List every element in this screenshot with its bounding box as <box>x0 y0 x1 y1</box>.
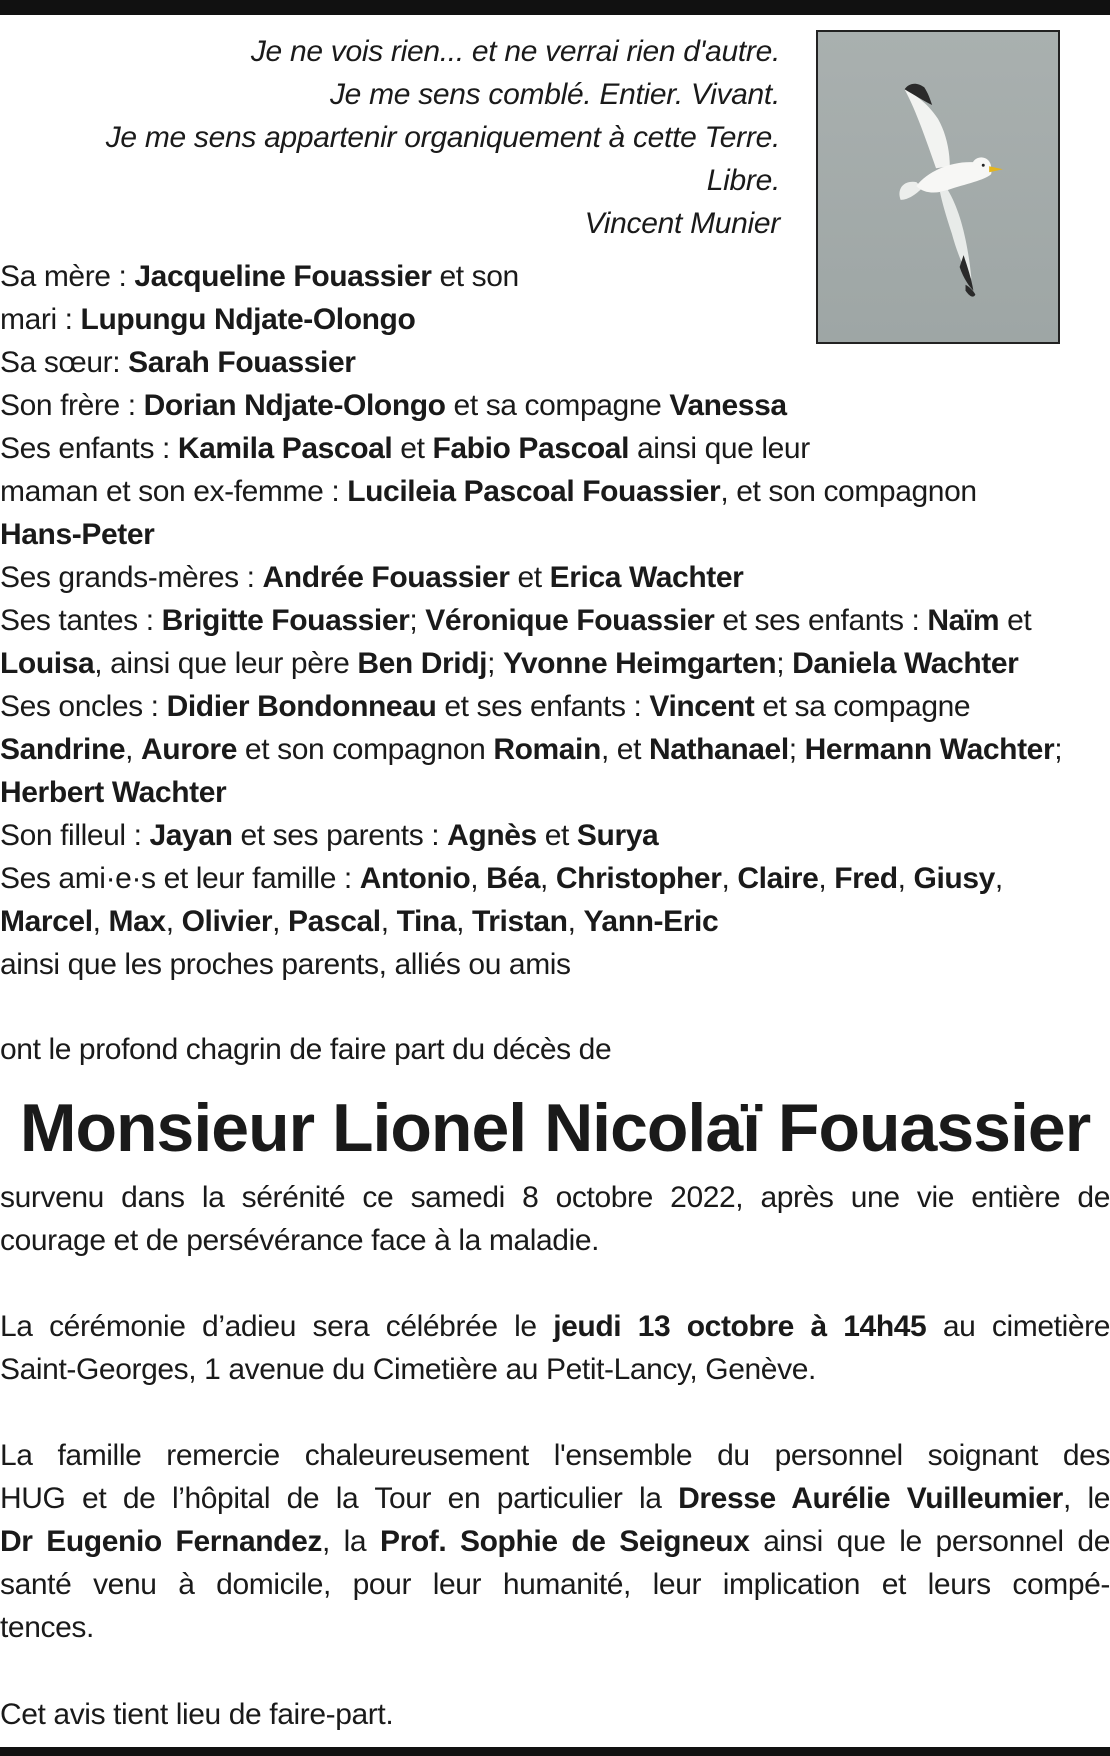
quote-line: Je me sens appartenir organiquement à cette Terre. <box>105 121 780 154</box>
thanks-text: HUG et de l’hôpital de la Tour en particulier la <box>0 1482 679 1515</box>
friend-name: Olivier <box>181 905 273 938</box>
relative-name: Ben Dridj <box>357 647 488 680</box>
paragraph-line: La famille remercie chaleureusement l'ensemble du personnel soignant des <box>0 1439 1110 1472</box>
relative-name: Jayan <box>149 819 233 852</box>
relative-name: Agnès <box>447 819 537 852</box>
paragraph-line <box>0 1520 1110 1563</box>
quote-line: Je ne vois rien... et ne verrai rien d'autre. <box>250 35 780 68</box>
relation-label: Ses oncles : <box>0 690 167 723</box>
list-item <box>0 642 1110 685</box>
list-item <box>0 341 1110 384</box>
relation-text: et sa compagne <box>754 690 971 723</box>
relation-text: , et <box>600 733 649 766</box>
relative-name: Romain <box>493 733 601 766</box>
separator: ; <box>776 647 793 680</box>
relative-name: Dorian Ndjate-Olongo <box>143 389 446 422</box>
paragraph-line: santé venu à domicile, pour leur humanité, leur implication et leurs compé- <box>0 1568 1110 1601</box>
ceremony-text: La cérémonie d’adieu sera célébrée le <box>0 1310 554 1343</box>
friend-name: Antonio <box>359 862 471 895</box>
separator: ; <box>409 604 426 637</box>
relation-text: , ainsi que leur père <box>94 647 358 680</box>
friend-name: Max <box>108 905 166 938</box>
separator: , <box>125 733 142 766</box>
relative-name: Sarah Fouassier <box>128 346 356 379</box>
list-item <box>0 384 1110 427</box>
friend-name: Giusy <box>913 862 995 895</box>
relation-text: et <box>392 432 433 465</box>
relation-label: Ses tantes : <box>0 604 162 637</box>
relative-name: Surya <box>576 819 659 852</box>
relation-label: Son frère : <box>0 389 144 422</box>
thanks-text: , la <box>321 1525 380 1558</box>
friend-name: Pascal <box>288 905 381 938</box>
quote-author: Vincent Munier <box>584 207 780 240</box>
ceremony-paragraph <box>0 1305 1110 1391</box>
relative-name: Kamila Pascoal <box>177 432 393 465</box>
relative-name: Yvonne Heimgarten <box>502 647 777 680</box>
announcement: ont le profond chagrin de faire part du décès de <box>0 1033 612 1066</box>
relation-label: mari : <box>0 303 81 336</box>
relation-label: Son filleul : <box>0 819 150 852</box>
list-item <box>0 814 1110 857</box>
friend-name: Fred <box>834 862 898 895</box>
doctor-name: Dresse Aurélie Vuilleumier <box>678 1482 1063 1515</box>
quote-line: Je me sens comblé. Entier. Vivant. <box>329 78 780 111</box>
relation-text: et ses parents : <box>232 819 448 852</box>
relation-label: Ses enfants : <box>0 432 178 465</box>
list-item <box>0 771 1110 814</box>
relation-text: et sa compagne <box>445 389 670 422</box>
relative-name: Nathanael <box>648 733 789 766</box>
relation-text: et <box>509 561 550 594</box>
friend-name: Béa <box>486 862 540 895</box>
bottom-rule <box>0 1747 1110 1756</box>
relative-name: Vanessa <box>669 389 787 422</box>
relation-label: Sa sœur: <box>0 346 129 379</box>
relation-text: ainsi que leur <box>629 432 810 465</box>
relative-name: Véronique Fouassier <box>425 604 715 637</box>
deceased-name: Monsieur Lionel Nicolaï Fouassier <box>19 1090 1091 1166</box>
list-item: Ses ami·e·s et leur famille : Antonio, Béa, Christopher, Claire, Fred, Giusy, <box>0 862 1003 895</box>
relation-text: , et son compagnon <box>720 475 977 508</box>
relation-text: et son compagnon <box>237 733 494 766</box>
relation-text: et ses enfants : <box>436 690 650 723</box>
list-item: Marcel, Max, Olivier, Pascal, Tina, Tristan, Yann-Eric <box>0 905 719 938</box>
list-item <box>0 470 1110 513</box>
relative-name: Hans-Peter <box>0 518 155 551</box>
paragraph-line: courage et de persévérance face à la maladie. <box>0 1224 600 1257</box>
friend-name: Christopher <box>555 862 722 895</box>
list-item <box>0 513 1110 556</box>
list-item <box>0 599 1110 642</box>
friend-name: Yann-Eric <box>583 905 719 938</box>
relative-name: Jacqueline Fouassier <box>134 260 432 293</box>
relation-text: et <box>999 604 1032 637</box>
separator: ; <box>487 647 503 680</box>
friend-name: Tina <box>396 905 457 938</box>
quote-line: Libre. <box>706 164 780 197</box>
paragraph-line <box>0 1305 1110 1348</box>
relation-label: Sa mère : <box>0 260 135 293</box>
list-item <box>0 255 1110 298</box>
ceremony-datetime: jeudi 13 octobre à 14h45 <box>553 1310 927 1343</box>
doctor-name: Prof. Sophie de Seigneux <box>379 1525 750 1558</box>
relative-name: Andrée Fouassier <box>262 561 510 594</box>
list-item: ainsi que les proches parents, alliés ou amis <box>0 948 571 981</box>
family-list <box>0 255 1110 986</box>
relative-name: Naïm <box>927 604 1000 637</box>
relative-name: Hermann Wachter <box>804 733 1055 766</box>
friend-name: Claire <box>737 862 819 895</box>
relative-name: Vincent <box>649 690 755 723</box>
death-paragraph <box>0 1176 1110 1262</box>
relative-name: Louisa <box>0 647 95 680</box>
relation-text: et <box>536 819 577 852</box>
ceremony-text: au cimetière <box>926 1310 1110 1343</box>
relative-name: Herbert Wachter <box>0 776 227 809</box>
relative-name: Erica Wachter <box>549 561 744 594</box>
relative-name: Didier Bondonneau <box>166 690 437 723</box>
separator: ; <box>1054 733 1063 766</box>
friend-name: Tristan <box>472 905 568 938</box>
list-item <box>0 427 1110 470</box>
closing-note: Cet avis tient lieu de faire-part. <box>0 1698 394 1731</box>
separator: ; <box>788 733 805 766</box>
relative-name: Lucileia Pascoal Fouassier <box>347 475 721 508</box>
thanks-text: ainsi que le personnel de <box>749 1525 1110 1558</box>
epigraph-quote <box>20 30 780 245</box>
relation-label: Ses ami·e·s et leur famille : <box>0 862 360 895</box>
paragraph-line <box>0 1477 1110 1520</box>
top-rule <box>0 0 1110 15</box>
relative-name: Daniela Wachter <box>792 647 1019 680</box>
list-item <box>0 728 1110 771</box>
relative-name: Brigitte Fouassier <box>161 604 410 637</box>
relative-name: Aurore <box>141 733 237 766</box>
paragraph-line: survenu dans la sérénité ce samedi 8 octobre 2022, après une vie entière de <box>0 1181 1110 1214</box>
thanks-paragraph <box>0 1434 1110 1649</box>
doctor-name: Dr Eugenio Fernandez <box>0 1525 322 1558</box>
relation-text: et son <box>431 260 519 293</box>
list-item <box>0 685 1110 728</box>
relation-label: Ses grands-mères : <box>0 561 263 594</box>
list-item <box>0 556 1110 599</box>
list-item <box>0 298 1110 341</box>
relative-name: Fabio Pascoal <box>432 432 630 465</box>
paragraph-line: Saint-Georges, 1 avenue du Cimetière au Petit-Lancy, Genève. <box>0 1353 816 1386</box>
relation-label: maman et son ex-femme : <box>0 475 348 508</box>
thanks-text: , le <box>1062 1482 1110 1515</box>
relation-text: et ses enfants : <box>714 604 928 637</box>
relative-name: Lupungu Ndjate-Olongo <box>80 303 416 336</box>
relative-name: Sandrine <box>0 733 126 766</box>
paragraph-line: tences. <box>0 1611 94 1644</box>
friend-name: Marcel <box>0 905 93 938</box>
